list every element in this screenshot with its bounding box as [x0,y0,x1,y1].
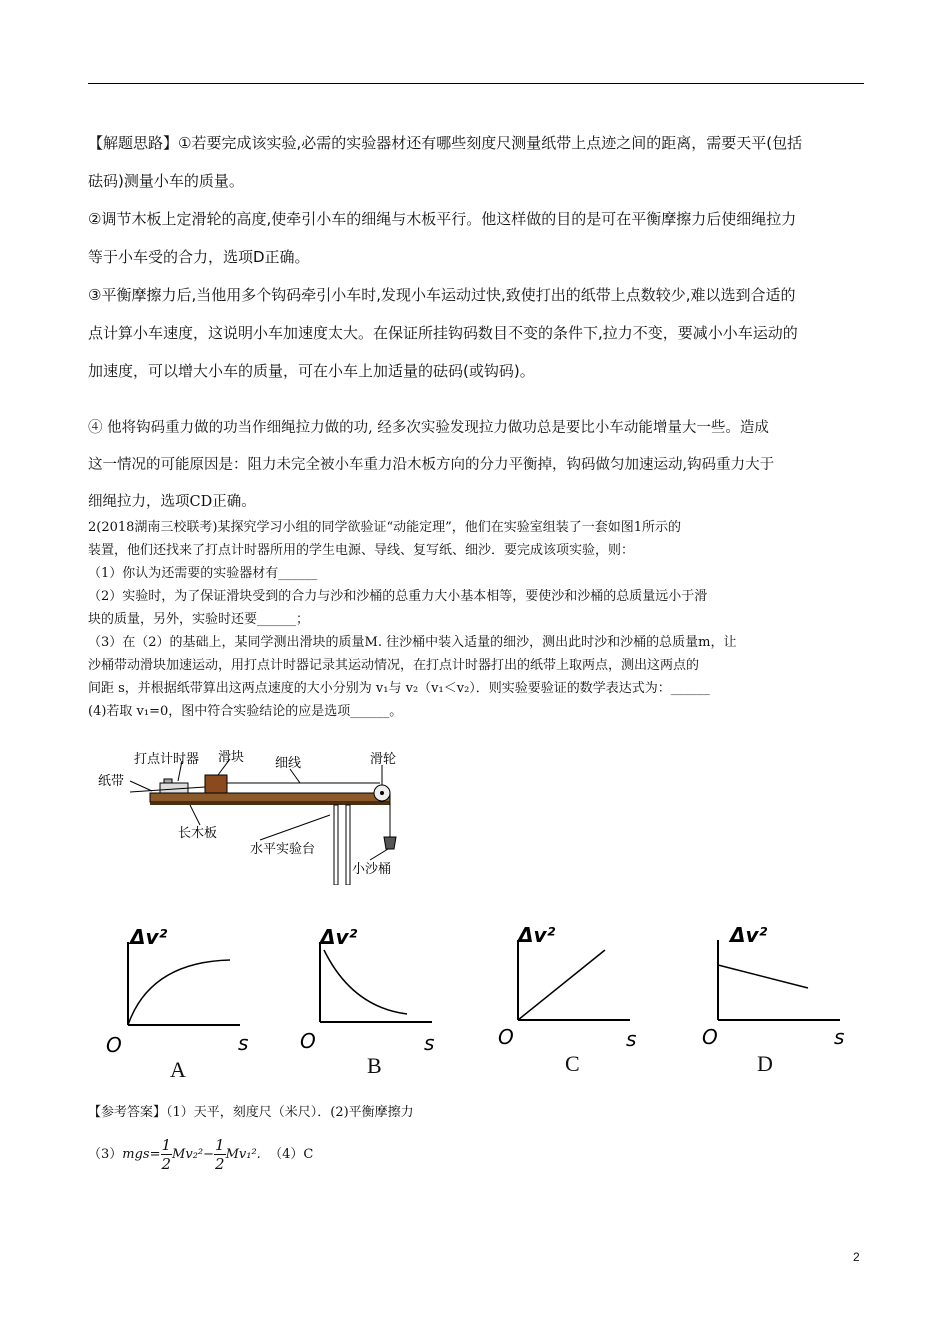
y-axis-label: Δv² [518,923,556,947]
answer-suffix: （4）C [269,1147,314,1162]
question-block [88,516,888,723]
pulley-axle [380,791,384,795]
text-line: 砝码)测量小车的质量。 [88,172,244,190]
analysis-paragraph-4 [88,410,878,521]
leader-line [130,781,152,791]
analysis-paragraph-2 [88,200,868,276]
x-axis-label: s [238,1031,249,1055]
header-rule [88,83,864,84]
label-board: 长木板 [178,826,218,841]
answer-mgs: mgs= [122,1147,161,1162]
label-table: 水平实验台 [250,842,316,857]
fraction-numerator: 1 [161,1136,172,1154]
graph-d [700,920,850,1060]
answer-term-1: Mv₂²− [172,1147,215,1162]
line-c [518,950,605,1020]
label-block: 滑块 [218,750,245,765]
timer-knob [164,779,172,783]
origin-label: O [300,1029,316,1053]
sand-bucket [384,837,396,849]
origin-label: O [498,1025,514,1049]
analysis-paragraph-1 [88,124,868,200]
line-d [718,965,808,988]
option-label-a: A [170,1057,186,1082]
option-label-b: B [367,1053,382,1078]
x-axis-label: s [424,1031,435,1055]
question-part-2-line: 块的质量，另外，实验时还要______； [88,612,310,627]
fraction-denominator: 2 [215,1155,225,1173]
leader-line [290,769,300,783]
graph-b [292,922,442,1062]
text-line: ③平衡摩擦力后,当他用多个钩码牵引小车时,发现小车运动过快,致使打出的纸带上点数较少,难以选到合适的 [88,286,796,304]
origin-label: O [702,1025,718,1049]
curve-b [324,950,407,1014]
text-line: 【解题思路】①若要完成该实验,必需的实验器材还有哪些刻度尺测量纸带上点迹之间的距离，需要天平(包括 [88,134,803,152]
y-axis-label: Δv² [320,925,358,949]
apparatus-figure [90,745,420,885]
graph-a [100,922,250,1062]
fraction-half [161,1136,173,1173]
leader-line [370,849,388,860]
option-label-d: D [757,1051,773,1076]
answer-line-1: 【参考答案】（1）天平，刻度尺（米尺）．(2)平衡摩擦力 [88,1105,414,1120]
leader-line [190,805,200,825]
question-part-3-line: 间距 s，并根据纸带算出这两点速度的大小分别为 v₁与 v₂（v₁＜v₂）．则实验要验证的数学表达式为：______ [88,681,710,696]
question-part-1: （1）你认为还需要的实验器材有______ [88,566,318,581]
label-string: 细线 [275,756,302,771]
question-intro-line: 装置，他们还找来了打点计时器所用的学生电源、导线、复写纸、细沙．要完成该项实验，则： [88,543,635,558]
label-timer: 打点计时器 [134,752,200,767]
question-part-4: (4)若取 v₁=0，图中符合实验结论的应是选项______。 [88,704,403,719]
analysis-paragraph-3 [88,276,868,390]
answer-line-2 [88,1136,313,1173]
label-bucket: 小沙桶 [352,862,392,877]
text-line: ④ 他将钩码重力做的功当作细绳拉力做的功, 经多次实验发现拉力做功总是要比小车动能增量大一些。造成 [88,420,769,436]
leader-line [260,815,330,840]
text-line: 等于小车受的合力，选项D正确。 [88,248,310,266]
y-axis-label: Δv² [730,923,768,947]
curve-a [128,960,230,1025]
text-line: 细绳拉力，选项CD正确。 [88,494,256,510]
question-part-3-line: （3）在（2）的基础上，某同学测出滑块的质量M. 往沙桶中装入适量的细沙，测出此时沙和沙桶的总质量m，让 [88,635,737,650]
page-number: 2 [853,1250,860,1264]
text-line: ②调节木板上定滑轮的高度,使牵引小车的细绳与木板平行。他这样做的目的是可在平衡摩擦力后使细绳拉力 [88,210,797,228]
option-label-c: C [565,1051,580,1076]
table-leg [346,805,350,885]
question-intro-line: 2(2018湖南三校联考)某探究学习小组的同学欲验证“动能定理”，他们在实验室组装了一套如图1所示的 [88,520,682,535]
fraction-denominator: 2 [161,1155,172,1173]
question-part-2-line: （2）实验时，为了保证滑块受到的合力与沙和沙桶的总重力大小基本相等，要使沙和沙桶的总质量远小于滑 [88,589,708,604]
label-pulley: 滑轮 [370,752,397,767]
answer-prefix: （3） [88,1147,123,1162]
text-line: 这一情况的可能原因是：阻力未完全被小车重力沿木板方向的分力平衡掉，钩码做匀加速运动,钩码重力大于 [88,457,775,473]
text-line: 加速度，可以增大小车的质量，可在小车上加适量的砝码(或钩码)。 [88,362,535,380]
table-leg [334,805,338,885]
slider-block [205,775,227,793]
text-line: 点计算小车速度，这说明小车加速度太大。在保证所挂钩码数目不变的条件下,拉力不变，要减小小车运动的 [88,324,798,342]
origin-label: O [106,1033,122,1057]
y-axis-label: Δv² [130,925,168,949]
x-axis-label: s [626,1027,637,1051]
fraction-numerator: 1 [215,1136,225,1154]
long-board [150,793,390,802]
graph-c [490,920,640,1060]
answer-term-2: Mv₁². [225,1147,261,1162]
label-tape: 纸带 [98,774,125,789]
fraction-half [214,1136,226,1173]
board-edge [150,802,390,805]
x-axis-label: s [834,1025,845,1049]
question-part-3-line: 沙桶带动滑块加速运动，用打点计时器记录其运动情况，在打点计时器打出的纸带上取两点，测出这两点的 [88,658,700,673]
